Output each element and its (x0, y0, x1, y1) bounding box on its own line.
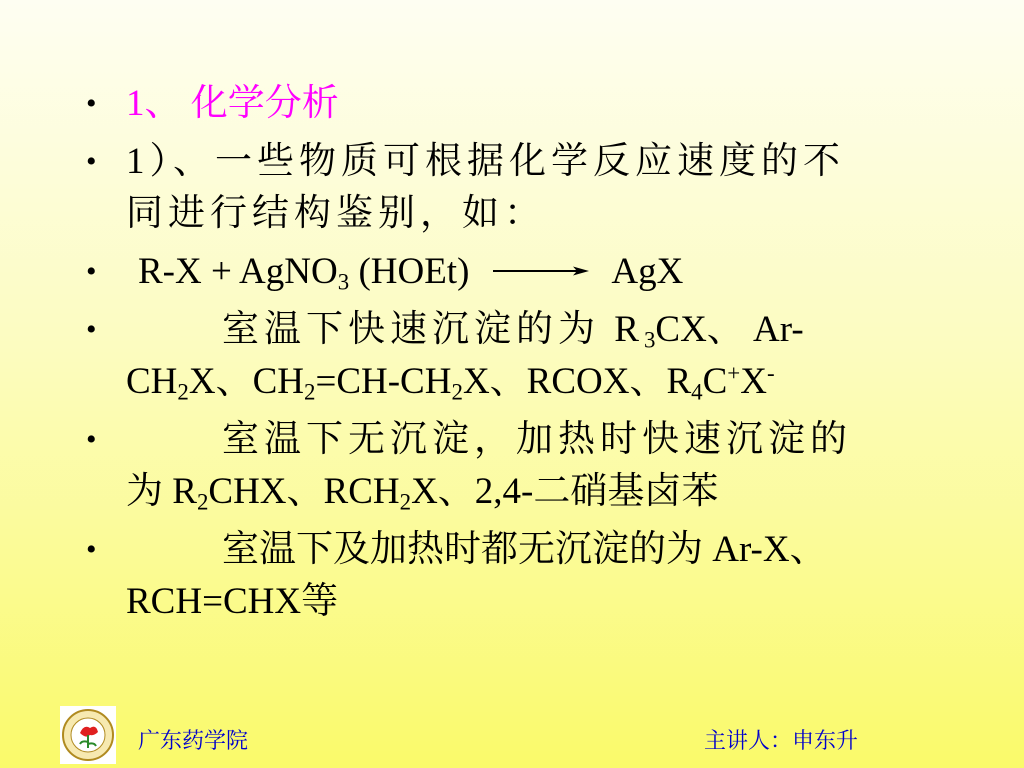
bullet-dot: • (86, 533, 97, 566)
reaction-product: AgX (611, 251, 684, 292)
formula-text: X、RCOX、R (462, 361, 692, 402)
bullet-heat-precipitate (86, 414, 956, 518)
bullet-heading (86, 78, 956, 130)
reaction-reactant-subscript: 3 (337, 269, 350, 295)
bullet-fast-precipitate (86, 304, 956, 408)
section-heading: 1、 化学分析 (126, 83, 339, 124)
bullet-dot: • (86, 145, 97, 178)
formula-text: 为 R (126, 471, 197, 512)
bullet-dot: • (86, 255, 97, 288)
bullet-dot: • (86, 313, 97, 346)
bullet-intro (86, 136, 956, 240)
formula-text: CHX、RCH (208, 471, 400, 512)
subscript: 2 (196, 489, 209, 515)
fast-precipitate-text: 室温下快速沉淀的为 R (222, 309, 644, 350)
superscript: - (766, 360, 775, 386)
bullet-reaction (86, 246, 956, 298)
formula-text: C (702, 361, 728, 402)
reaction-arrow-icon (493, 266, 589, 276)
formula-text: CX、 Ar- (655, 309, 804, 350)
bullet-list (86, 78, 956, 634)
subscript: 2 (451, 379, 463, 405)
bullet-dot: • (86, 423, 97, 456)
subscript: 4 (691, 379, 703, 405)
reaction-reactant: R-X + AgNO (138, 251, 338, 292)
formula-text: X、CH (188, 361, 304, 402)
subscript: 3 (643, 327, 656, 353)
intro-line-1: 1）、一些物质可根据化学反应速度的不 (126, 141, 845, 182)
no-precipitate-text: 室温下及加热时都无沉淀的为 Ar-X、 (222, 529, 827, 570)
formula-text: =CH-CH (315, 361, 452, 402)
heat-precipitate-text: 室温下无沉淀，加热时快速沉淀的 (222, 419, 852, 460)
school-logo-icon (60, 706, 116, 764)
lecturer-name: 主讲人：申东升 (704, 729, 859, 754)
reaction-solvent: (HOEt) (349, 251, 470, 292)
subscript: 2 (177, 379, 189, 405)
formula-text: CH (126, 361, 178, 402)
bullet-dot: • (86, 87, 97, 120)
formula-text: X、2,4-二硝基卤苯 (411, 471, 719, 512)
footer (0, 706, 1024, 768)
superscript: + (727, 360, 741, 386)
bullet-no-precipitate (86, 524, 956, 628)
subscript: 2 (399, 489, 412, 515)
intro-line-2: 同进行结构鉴别，如： (126, 193, 546, 234)
school-name: 广东药学院 (138, 729, 249, 754)
subscript: 2 (304, 379, 316, 405)
formula-text: X (740, 361, 767, 402)
no-precipitate-text-2: RCH=CHX等 (126, 581, 339, 622)
